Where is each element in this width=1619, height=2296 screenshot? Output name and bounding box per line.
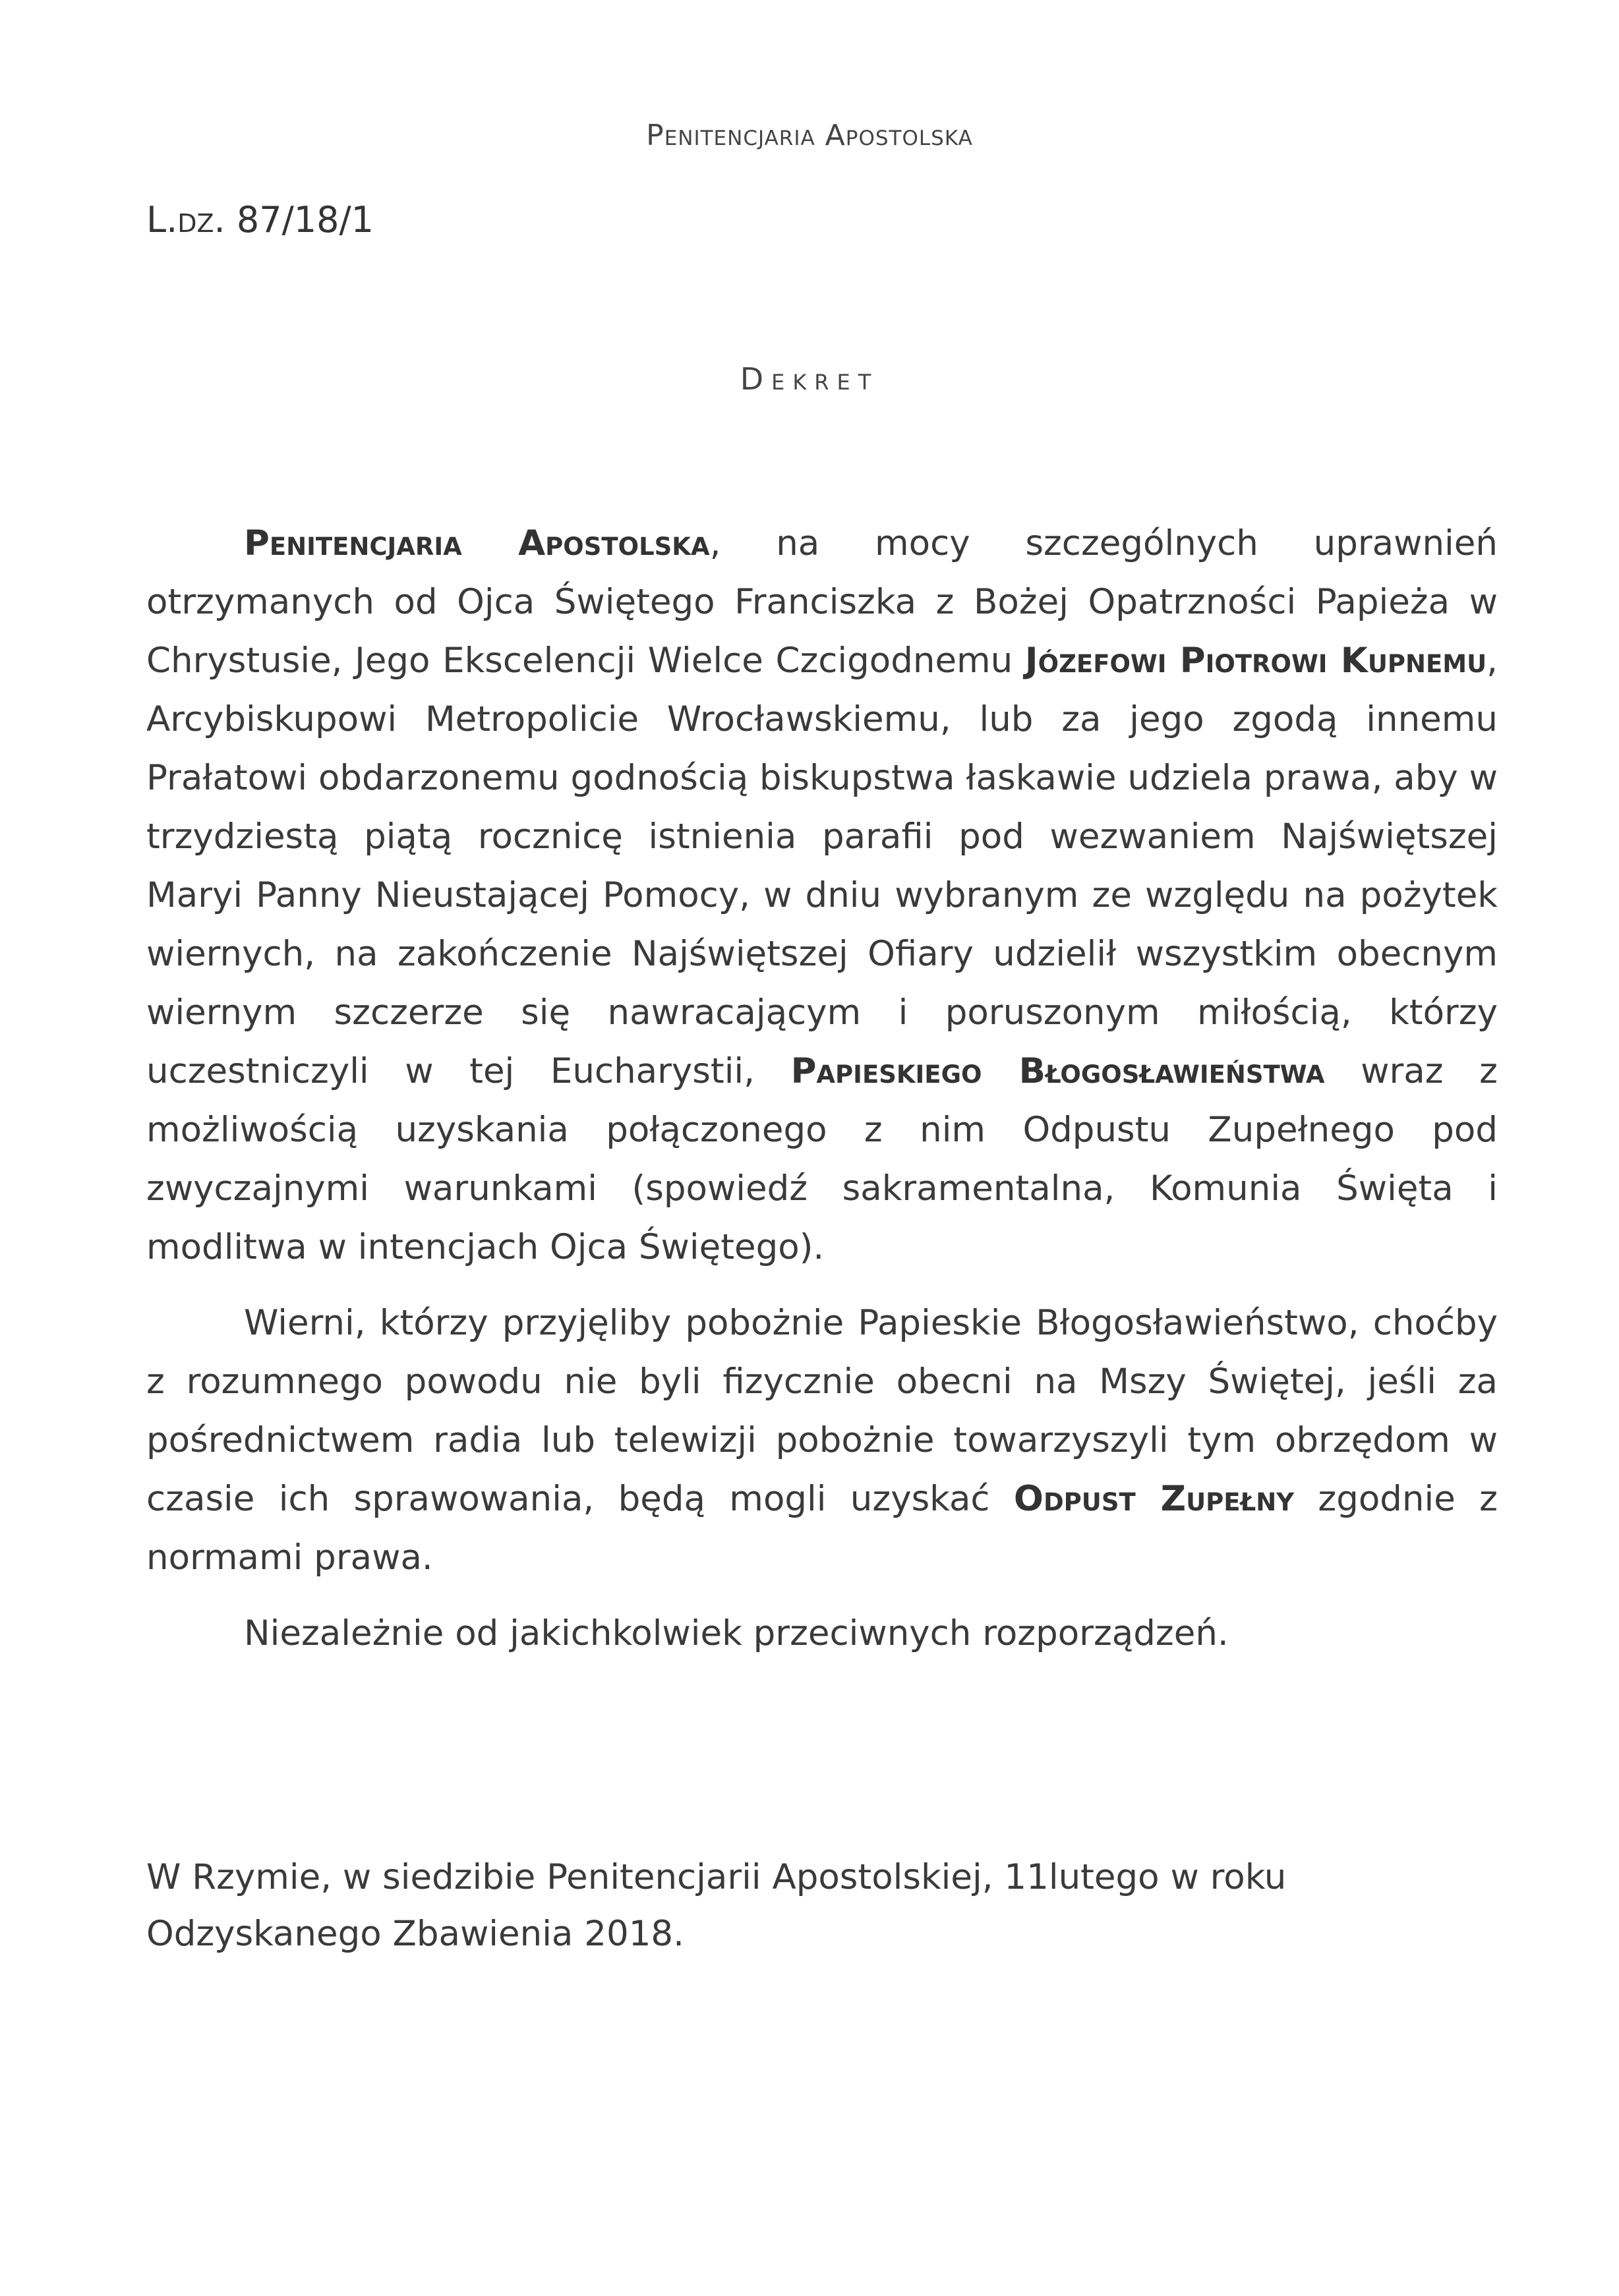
paragraph-faithful-text-1: Wierni, którzy przyjęliby pobożnie Papieskie Błogosławieństwo, choćby z rozumnego powodu nie byli fizycznie obecni na Mszy Świętej, jeśli za pośrednictwem radia lub telewizji pobożnie towarzyszyli tym obrzędom w czasie ich sprawowania, będą mogli uzyskać xyxy=(146,1303,1498,1519)
document-heading: Dekret xyxy=(740,361,879,397)
reference-number: L.dz. 87/18/1 xyxy=(146,199,374,241)
closing-line-1: W Rzymie, w siedzibie Penitencjarii Apostolskiej, 11lutego w roku xyxy=(146,1857,1287,1897)
paragraph-faithful xyxy=(146,1294,1498,1587)
paragraph-main-text-2: , Arcybiskupowi Metropolicie Wrocławskiemu, lub za jego zgodą innemu Prałatowi obdarzonemu godnością biskupstwa łaskawie udziela prawa, aby w trzydziestą piątą rocznicę istnienia parafii pod wezwaniem Najświętszej Maryi Panny Nieustającej Pomocy, w dniu wybranym ze względu na pożytek wiernych, na zakończenie Najświętszej Ofiary udzielił wszystkim obecnym wiernym szczerze się nawracającym i poruszonym miłością, którzy uczestniczyli w tej Eucharystii, xyxy=(146,641,1498,1091)
closing-date-block xyxy=(146,1849,1399,1963)
decree-body xyxy=(146,514,1498,1680)
issuer-title: Penitencjaria Apostolska xyxy=(646,119,973,152)
paragraph-faithful-text-2: zgodnie z normami prawa. xyxy=(146,1479,1498,1578)
plenary-indulgence: Odpust Zupełny xyxy=(1013,1479,1295,1519)
paragraph-main-text-1: , na mocy szczególnych uprawnień otrzymanych od Ojca Świętego Franciszka z Bożej Opatrzności Papieża w Chrystusie, Jego Ekscelencji Wielce Czcigodnemu xyxy=(146,523,1498,681)
closing-line-2: Odzyskanego Zbawienia 2018. xyxy=(146,1914,684,1954)
paragraph-main-text-3: wraz z możliwością uzyskania połączonego z nim Odpustu Zupełnego pod zwyczajnymi warunkami (spowiedź sakramentalna, Komunia Święta i modlitwa w intencjach Ojca Świętego). xyxy=(146,1051,1498,1267)
paragraph-main xyxy=(146,514,1498,1277)
paragraph-notwithstanding: Niezależnie od jakichkolwiek przeciwnych rozporządzeń. xyxy=(244,1613,1229,1653)
papal-blessing: Papieskiego Błogosławieństwa xyxy=(790,1051,1325,1091)
issuer-name-inline: Penitencjaria Apostolska xyxy=(244,523,710,563)
archbishop-name: Józefowi Piotrowi Kupnemu xyxy=(1024,641,1487,681)
